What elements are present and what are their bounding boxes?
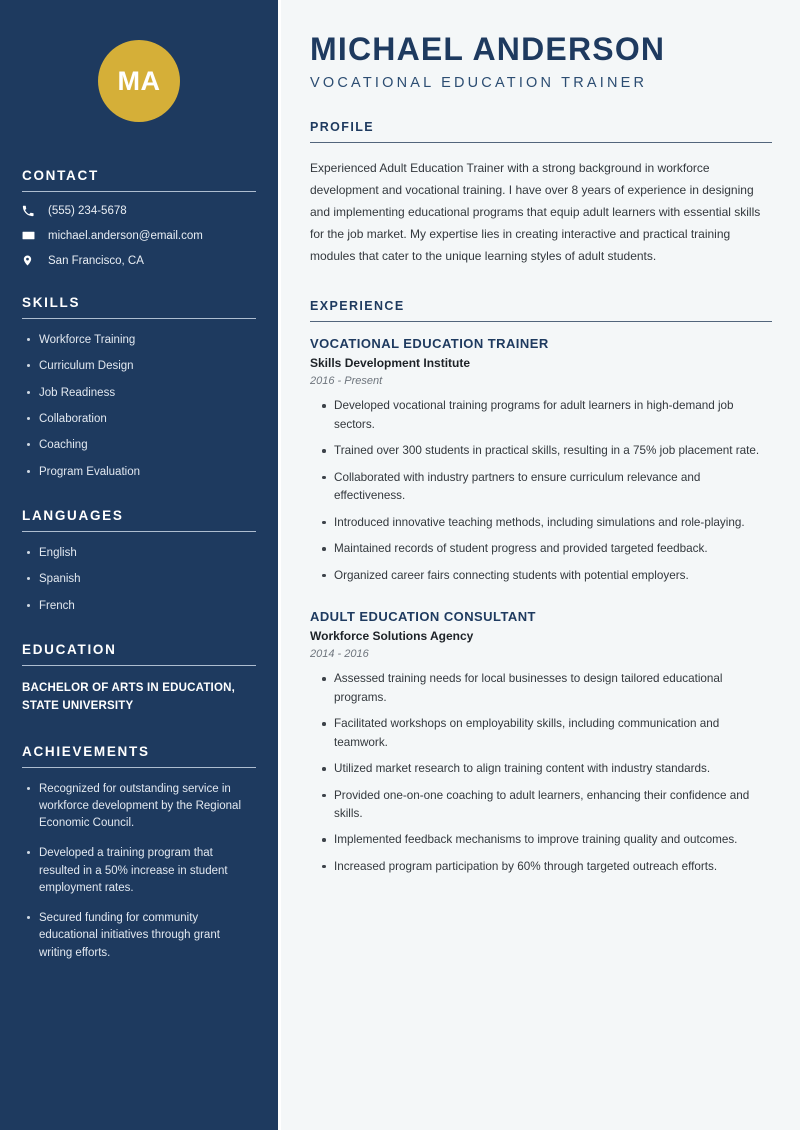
- list-item: Job Readiness: [22, 385, 256, 401]
- skills-list: [22, 332, 256, 480]
- experience-heading: EXPERIENCE: [310, 299, 405, 314]
- list-item: Implemented feedback mechanisms to improve training quality and outcomes.: [310, 831, 772, 849]
- languages-section: [22, 508, 256, 614]
- experience-entry: [310, 609, 772, 876]
- job-bullet-list: [310, 397, 772, 585]
- phone-icon: [22, 205, 42, 217]
- contact-heading: CONTACT: [22, 168, 99, 183]
- list-item: Collaborated with industry partners to ensure curriculum relevance and effectiveness.: [310, 469, 772, 506]
- list-item: Increased program participation by 60% through targeted outreach efforts.: [310, 858, 772, 876]
- main-content: [278, 0, 800, 1130]
- contact-item-location[interactable]: [22, 254, 256, 267]
- achievements-heading: ACHIEVEMENTS: [22, 743, 150, 759]
- list-item: Workforce Training: [22, 332, 256, 348]
- contact-divider: [22, 191, 256, 192]
- job-company: Workforce Solutions Agency: [310, 629, 474, 644]
- contact-item-phone[interactable]: [22, 205, 256, 217]
- education-heading: EDUCATION: [22, 641, 117, 657]
- map-pin-icon: [22, 254, 42, 267]
- list-item: Developed vocational training programs for adult learners in high-demand job sectors.: [310, 397, 772, 434]
- list-item: Recognized for outstanding service in workforce development by the Regional Economic Council.: [22, 781, 256, 833]
- job-company: Skills Development Institute: [310, 356, 471, 371]
- profile-section: [310, 120, 772, 267]
- education-divider: [22, 665, 256, 666]
- skills-divider: [22, 318, 256, 319]
- achievements-list: [22, 781, 256, 962]
- list-item: Spanish: [22, 571, 256, 587]
- job-bullet-list: [310, 670, 772, 876]
- achievements-section: [22, 744, 256, 962]
- list-item: Secured funding for community educational initiatives through grant writing efforts.: [22, 910, 256, 962]
- experience-section: [310, 299, 772, 876]
- list-item: Trained over 300 students in practical skills, resulting in a 75% job placement rate.: [310, 442, 772, 460]
- list-item: Assessed training needs for local businesses to design tailored educational programs.: [310, 670, 772, 707]
- list-item: Introduced innovative teaching methods, including simulations and role-playing.: [310, 514, 772, 532]
- list-item: Facilitated workshops on employability skills, including communication and teamwork.: [310, 715, 772, 752]
- sidebar: [0, 0, 278, 1130]
- job-dates: 2014 - 2016: [310, 648, 369, 661]
- list-item: Utilized market research to align training content with industry standards.: [310, 760, 772, 778]
- job-title: ADULT EDUCATION CONSULTANT: [310, 609, 536, 625]
- profile-text: Experienced Adult Education Trainer with a strong background in workforce development and vocational training. I have over 8 years of experience in designing and implementing educational programs that equip adult learners with essential skills for the job market. My expertise lies in creating interactive and practical training modules that cater to the unique learning styles of adult students.: [310, 160, 761, 264]
- languages-list: [22, 545, 256, 614]
- list-item: Program Evaluation: [22, 464, 256, 480]
- experience-spacer: [310, 593, 772, 609]
- education-section: [22, 642, 256, 716]
- education-entry: BACHELOR OF ARTS IN EDUCATION, STATE UNIVERSITY: [22, 681, 235, 713]
- page-title: MICHAEL ANDERSON: [310, 31, 666, 67]
- contact-email-value: michael.anderson@email.com: [48, 229, 203, 242]
- list-item: French: [22, 598, 256, 614]
- experience-entry: [310, 336, 772, 585]
- list-item: Developed a training program that resulted in a 50% increase in student employment rates.: [22, 845, 256, 897]
- contact-phone-value: (555) 234-5678: [48, 205, 127, 217]
- professional-title: VOCATIONAL EDUCATION TRAINER: [310, 74, 648, 91]
- languages-divider: [22, 531, 256, 532]
- contact-section: [22, 168, 256, 267]
- skills-heading: SKILLS: [22, 295, 81, 310]
- skills-section: [22, 295, 256, 480]
- languages-heading: LANGUAGES: [22, 507, 124, 523]
- list-item: Curriculum Design: [22, 358, 256, 374]
- list-item: Collaboration: [22, 411, 256, 427]
- envelope-icon: [22, 229, 42, 242]
- achievements-divider: [22, 767, 256, 768]
- list-item: Maintained records of student progress and provided targeted feedback.: [310, 540, 772, 558]
- list-item: English: [22, 545, 256, 561]
- profile-divider: [310, 142, 772, 143]
- list-item: Provided one-on-one coaching to adult learners, enhancing their confidence and skills.: [310, 787, 772, 824]
- list-item: Coaching: [22, 437, 256, 453]
- contact-location-value: San Francisco, CA: [48, 254, 144, 267]
- avatar: MA: [98, 40, 180, 122]
- list-item: Organized career fairs connecting students with potential employers.: [310, 567, 772, 585]
- avatar-wrapper: [22, 0, 256, 168]
- profile-heading: PROFILE: [310, 119, 374, 134]
- job-title: VOCATIONAL EDUCATION TRAINER: [310, 336, 549, 352]
- job-dates: 2016 - Present: [310, 375, 383, 388]
- contact-item-email[interactable]: [22, 229, 256, 242]
- experience-divider: [310, 321, 772, 322]
